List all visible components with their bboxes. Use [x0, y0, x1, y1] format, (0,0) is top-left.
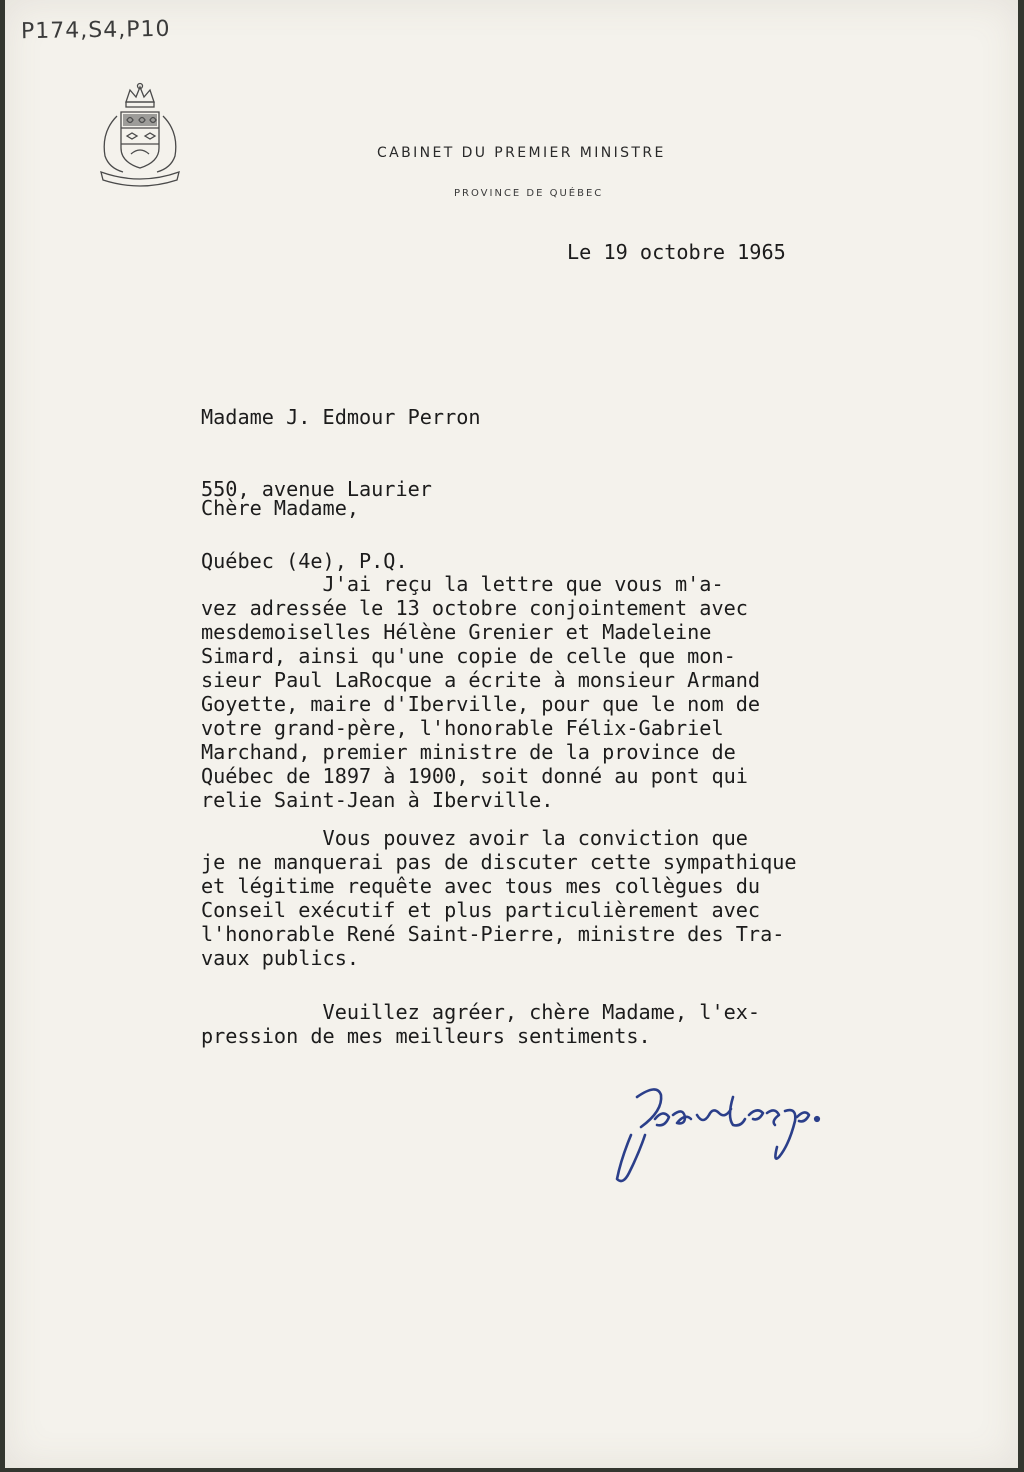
letter-date: Le 19 octobre 1965 — [567, 240, 786, 264]
salutation: Chère Madame, — [201, 496, 360, 520]
quebec-coat-of-arms-icon — [93, 82, 187, 190]
body-paragraph: Vous pouvez avoir la conviction que je ne manquerai pas de discuter cette sympathique et légitime requête avec tous mes collègues du Conseil exécutif et plus particulièrement avec l'honorable René Saint-Pierre, ministre des Tra- vaux publics. — [201, 826, 797, 970]
closing-paragraph: Veuillez agréer, chère Madame, l'ex- pression de mes meilleurs sentiments. — [201, 1000, 761, 1048]
recipient-name: Madame J. Edmour Perron — [201, 405, 481, 429]
recipient-city: Québec (4e), P.Q. — [201, 549, 408, 573]
handwritten-signature — [601, 1075, 823, 1193]
letterhead-office: CABINET DU PREMIER MINISTRE — [377, 145, 666, 161]
archive-reference: P174,S4,P10 — [20, 16, 171, 45]
body-paragraph: J'ai reçu la lettre que vous m'a- vez adressée le 13 octobre conjointement avec mesdemoiselles Hélène Grenier et Madeleine Simard, ainsi qu'une copie de celle que mon- sieur Paul LaRocque a écrite à monsieur Armand Goyette, maire d'Iberville, pour que le nom de votre grand-père, l'honorable Félix-Gabriel Marchand, premier ministre de la province de Québec de 1897 à 1900, soit donné au pont qui relie Saint-Jean à Iberville. — [201, 572, 761, 812]
letter-page — [5, 0, 1018, 1468]
letterhead-province: PROVINCE DE QUÉBEC — [454, 188, 604, 199]
recipient-street: 550, avenue Laurier — [201, 477, 432, 501]
